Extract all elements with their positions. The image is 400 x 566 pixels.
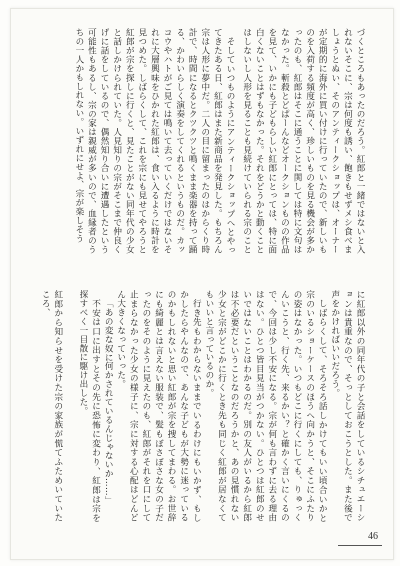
text-column-bottom — [38, 290, 366, 522]
paragraph: 紅郎から知らせを受けた宗の家族が慌てふためいていたころ、 — [40, 290, 63, 522]
paragraph: に紅郎以外の同年代の子と会話をしているシチュエーションは貴重なので、そっとしておこうとした。また後で声をかければいいだろう。 — [329, 290, 365, 522]
paragraph: 行き先もわからないままでいるわけにもいかず、もしかしたらやんなので、あんな子どもが大勢に迷っているのかもしれないと思い紅郎が宗を捜してまわる。お世辞にも綺麗とは言えない服装で、髪もぼさぼさな女の子だったのをそのように見えたのも、紅郎がそれを口にして止まらなかった少女の様子に、宗に対する心配はどんどん大きくなっていった。 — [115, 290, 202, 522]
text-column-top-right — [240, 28, 366, 254]
paragraph: 不安は口に出すとその先に恐怖に変わり、紅郎は宗を探すべく一目散に駆け出した。 — [77, 290, 101, 522]
paragraph: そしていつものようにアンティークショップへとやってきたある日、紅郎はまた新商品を発見した。もちろん宗は人形に夢中だ。二人の目に留まったのはからくり時計で、時間になるとクツクツと鳴くまま楽器を持って踊る、かわいらしく演奏をしてくれるというものだ。カッコウやハトがご見ては鳴いて去っていくだけではないそれに大層興味をひかれた紅郎は、食い入るように時計を見つめた。しばらくして、これを宗にも見せてやろうと紅郎が宗を探しに行くと、見たことがない同年代の少女と話しかけられていた。人見知りの宗がそこまで仲良くげに話をしているので、偶然知り合いに遭遇したという可能性もあるし、宗の家は親威が多いので、血縁者のうちの一人かもしれない。いずれにせよ、宗が楽しそう — [73, 28, 235, 254]
paragraph: しばらくして、そろそろ話しかけてもいい頃合いかと宗のいるショーケースのほうへ向かうと、そこにふたりの姿はなかった。いつもどこに行くにしても、りゅっくんいこうと、行く先、来るかい？と確かく言いにくるので、今回は少し不安になる。宗が何も言わずに去る理由はない。ひとつ皆目見当がつかない。ひとつは紅郎のせいではないことはわかるのだ。別の友人がいるから紅郎は不必要だということなのだろうかと、あの見慣れない少女と宗がどこかに行くとき先も同じく紅郎が居なくてもいいと言っているのか。 — [203, 290, 328, 522]
text-column-top-left — [38, 28, 236, 254]
page-number: 46 — [368, 531, 378, 542]
paragraph: づくところもあったのだろう。紅郎と一緒ではないと入れないそこに、宗は何度も誘い、飽きもせずメシ食べましょうとぬい、そのアンティークショップは、オーナーが定期的に海外に買い付けに行っていたので、新しいものを入荷する頻度が高く、珍しいものを見る機会が多かったのも、紅郎はそこに通うことに関しては特に文句はなかった。斬殺とどぱーんなどオークションものの作品を見て、いかにも子どもらしい紅郎にとっては、特に面白くないことはずもなかった。それをどうかと動くことはしないし人形を見ることも見続けていられる宗のこと — [241, 28, 365, 254]
paragraph: 「あの変な奴に何かされているんじゃないか……」 — [103, 298, 114, 505]
page-number-rule — [338, 545, 382, 546]
paragraph — [64, 290, 77, 522]
